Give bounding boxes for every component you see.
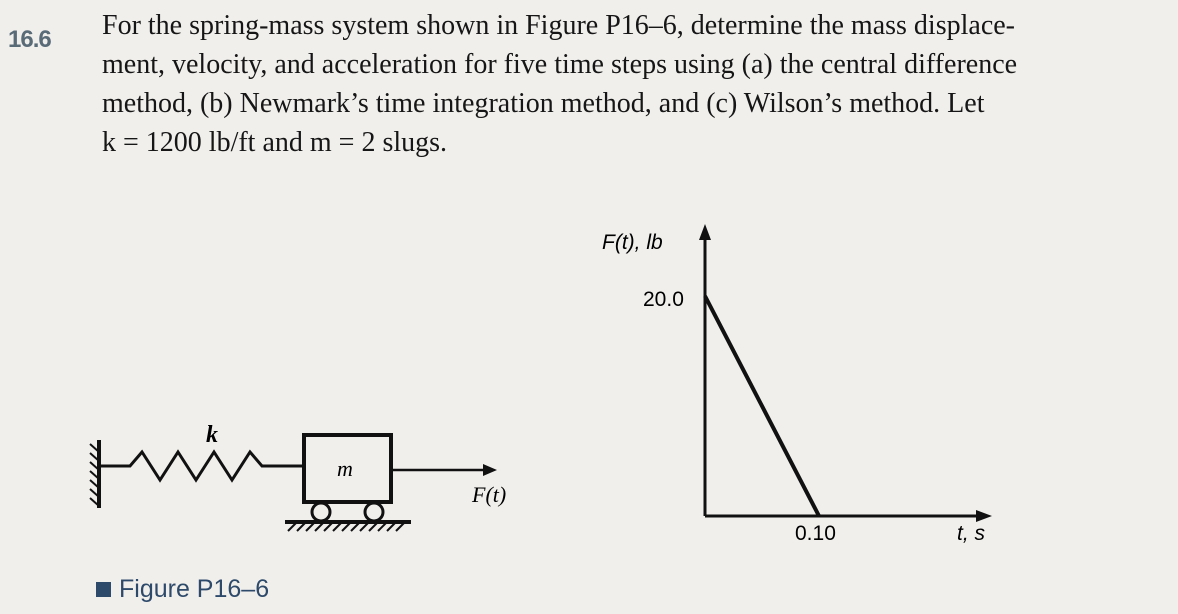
- problem-line-1: For the spring-mass system shown in Figure P16–6, determine the mass displace-: [102, 10, 1015, 41]
- caption-bullet-icon: [96, 582, 111, 597]
- y-axis-arrow-icon: [699, 224, 711, 240]
- y-axis-label: F(t), lb: [602, 231, 663, 254]
- spring-label: k: [206, 422, 218, 448]
- figure-caption-text: Figure P16–6: [119, 575, 270, 603]
- problem-line-2: ment, velocity, and acceleration for five time steps using (a) the central difference: [102, 49, 1018, 80]
- force-label: F(t): [472, 482, 507, 507]
- x-axis-label: t, s: [957, 522, 986, 545]
- figure-caption: [96, 575, 269, 604]
- mass-label: m: [337, 456, 353, 481]
- force-series-line: [705, 296, 819, 516]
- problem-line-4: k = 1200 lb/ft and m = 2 slugs.: [102, 127, 448, 158]
- y-tick-label: 20.0: [643, 288, 684, 311]
- x-axis-arrow-icon: [976, 510, 992, 522]
- x-tick-label: 0.10: [795, 522, 836, 545]
- problem-number: 16.6: [8, 26, 51, 53]
- problem-line-3: method, (b) Newmark’s time integration method, and (c) Wilson’s method. Let: [102, 88, 985, 119]
